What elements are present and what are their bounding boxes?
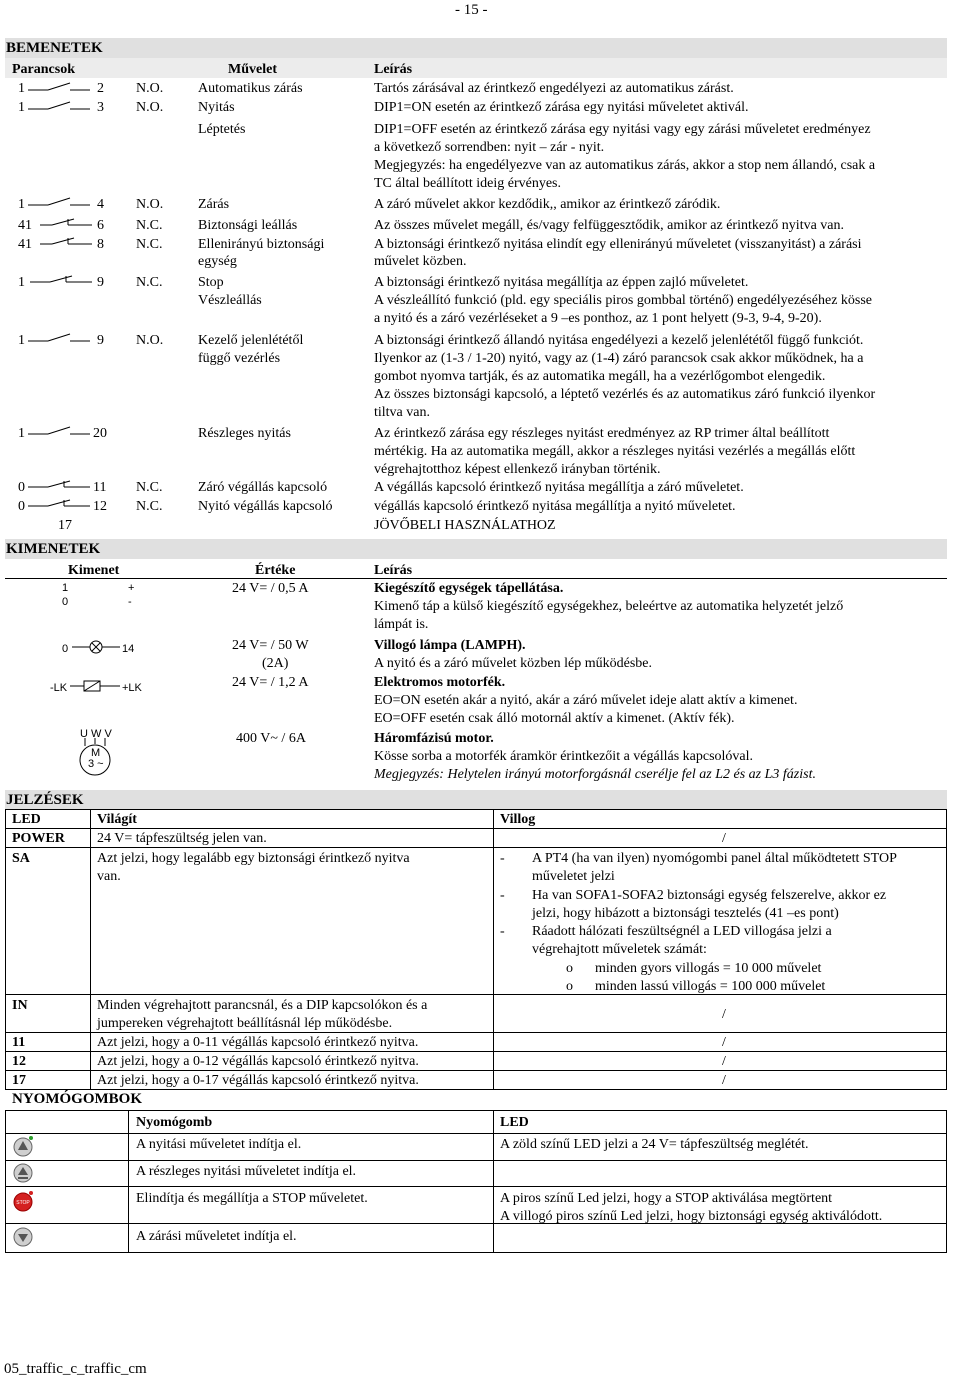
output-description: A nyitó és a záró művelet közben lép működésbe.	[374, 656, 652, 671]
inputs-header-operation: Művelet	[228, 62, 277, 77]
no-contact-icon	[28, 97, 90, 113]
button-description: Elindítja és megállítja a STOP műveletet.	[136, 1191, 368, 1206]
term-a: 1	[18, 426, 25, 441]
led-blink-text: /	[722, 1073, 726, 1088]
grid-line	[5, 809, 6, 1090]
output-note: Megjegyzés: Helytelen irányú motorforgásnál cserélje fel az L2 és az L3 fázist.	[374, 767, 816, 782]
operation: egység	[198, 254, 237, 269]
term-b: 9	[97, 275, 104, 290]
led-blink-text: végrehajtott műveletek számát:	[532, 942, 707, 957]
operation: függő vezérlés	[198, 351, 281, 366]
signals-title: JELZÉSEK	[6, 792, 84, 808]
button-description: A nyitási műveletet indítja el.	[136, 1137, 302, 1152]
description: DIP1=OFF esetén az érintkező zárása egy nyitási vagy egy zárási műveletet eredményez	[374, 122, 871, 137]
contact-type: N.C.	[136, 275, 163, 290]
nc-contact-icon	[40, 213, 92, 229]
led-blink-text: műveletet jelzi	[532, 869, 615, 884]
description: A záró művelet akkor kezdődik,, amikor az érintkező záródik.	[374, 197, 721, 212]
operation: Automatikus zárás	[198, 81, 303, 96]
output-value: (2A)	[262, 656, 289, 671]
contact-type: N.O.	[136, 197, 164, 212]
grid-line	[5, 1186, 947, 1187]
led-blink-text: Ráadott hálózati feszültségnél a LED villogása jelzi a	[532, 924, 832, 939]
output-value: 24 V= / 50 W	[232, 638, 309, 653]
term-b: 3	[97, 100, 104, 115]
button-description: A zárási műveletet indítja el.	[136, 1229, 297, 1244]
led-blink-text: /	[722, 1035, 726, 1050]
led-on-text: Azt jelzi, hogy a 0-17 végállás kapcsoló érintkező nyitva.	[97, 1073, 419, 1088]
buttons-header-button: Nyomógomb	[136, 1115, 213, 1130]
description: a következő sorrendben: nyit – zár - nyit.	[374, 140, 605, 155]
description: Tartós zárásával az érintkező engedélyezi az automatikus zárást.	[374, 81, 734, 96]
partial-open-button-icon	[12, 1162, 34, 1184]
grid-line	[5, 809, 947, 810]
contact-type: N.C.	[136, 218, 163, 233]
nc-contact-icon	[28, 494, 90, 510]
term-b: 11	[93, 480, 107, 495]
terminal-label: -	[128, 596, 132, 608]
close-button-icon	[12, 1226, 34, 1248]
operation: Stop	[198, 275, 224, 290]
list-dash: -	[500, 851, 505, 866]
output-title: Kiegészítő egységek tápellátása.	[374, 581, 564, 596]
output-title: Villogó lámpa (LAMPH).	[374, 638, 526, 653]
description: a nyitó és a záró vezérléseket a 9 –es ponthoz, az 1 pont helyett (9-3, 9-4, 9-20).	[374, 311, 822, 326]
led-name: 11	[12, 1035, 26, 1050]
term-a: 1	[18, 197, 25, 212]
no-contact-icon	[28, 422, 90, 438]
term-b: 4	[97, 197, 104, 212]
operation: Ellenirányú biztonsági	[198, 237, 325, 252]
description: TC által beállított ideig érvényes.	[374, 176, 561, 191]
signals-title-band	[5, 790, 947, 810]
grid-line	[5, 828, 947, 829]
contact-type: N.C.	[136, 480, 163, 495]
button-led-description: A piros színű Led jelzi, hogy a STOP aktiválása megtörtent	[500, 1191, 833, 1206]
no-contact-icon	[28, 329, 90, 345]
grid-line	[5, 1110, 947, 1111]
inputs-header-commands: Parancsok	[12, 62, 75, 77]
led-name: POWER	[12, 831, 65, 846]
grid-line	[5, 1110, 6, 1253]
motor-label: M	[91, 747, 101, 759]
description: művelet közben.	[374, 254, 467, 269]
inputs-header-description: Leírás	[374, 62, 413, 77]
description: mértékig. Ha az automatika megáll, akkor a részleges nyitási vezérlés a megállás előtt	[374, 444, 856, 459]
term-b: 12	[93, 499, 107, 514]
grid-line	[493, 1110, 494, 1253]
term-a: 41	[18, 218, 32, 233]
term-a: 1	[18, 81, 25, 96]
signals-header-on: Világít	[97, 812, 137, 827]
terminal-label: +LK	[122, 682, 142, 694]
led-blink-text: A PT4 (ha van ilyen) nyomógombi panel által működtetett STOP	[532, 851, 897, 866]
contact-type: N.C.	[136, 499, 163, 514]
footer: 05_traffic_c_traffic_cm	[4, 1361, 147, 1377]
term-b: 20	[93, 426, 107, 441]
description: Ilyenkor az (1-3 / 1-20) nyitó, vagy az (1-4) záró parancsok csak akkor működnek, ha a	[374, 351, 864, 366]
led-name: 17	[12, 1073, 26, 1088]
description: Megjegyzés: ha engedélyezve van az automatikus zárás, akkor a stop nem állandó, csak a	[374, 158, 876, 173]
buttons-title: NYOMÓGOMBOK	[12, 1091, 142, 1107]
description: JÖVŐBELI HASZNÁLATHOZ	[374, 518, 556, 533]
motor-phase-label: 3 ~	[88, 758, 104, 770]
output-description: Kimenő táp a külső kiegészítő egységekhez, beleértve az automatika helyzetét jelző	[374, 599, 844, 614]
term-b: 9	[97, 333, 104, 348]
description: DIP1=ON esetén az érintkező zárása egy nyitási műveletet aktivál.	[374, 100, 749, 115]
terminal-label: +	[128, 582, 135, 594]
stop-button-icon	[12, 1190, 34, 1212]
led-on-text: Azt jelzi, hogy a 0-12 végállás kapcsoló érintkező nyitva.	[97, 1054, 419, 1069]
page-number: - 15 -	[455, 2, 488, 18]
operation: Nyitás	[198, 100, 235, 115]
nc-contact-icon	[40, 232, 92, 248]
term-a: 41	[18, 237, 32, 252]
outputs-header-value: Értéke	[255, 563, 296, 578]
grid-line	[5, 1133, 947, 1134]
description: végrehajtotthoz képest ellenkező irányban történik.	[374, 462, 661, 477]
button-description: A részleges nyitási műveletet indítja el.	[136, 1164, 357, 1179]
led-on-text: Azt jelzi, hogy a 0-11 végállás kapcsoló érintkező nyitva.	[97, 1035, 419, 1050]
list-dash: -	[500, 924, 505, 939]
description: gombot nyomva tartják, és az automatika megáll, ha a vezérlőgombot elengedik.	[374, 369, 826, 384]
button-led-description: A villogó piros színű Led jelzi, hogy biztonsági egység aktiválódott.	[500, 1209, 883, 1224]
description: Az érintkező zárása egy részleges nyitást eredményez az RP trimer által beállított	[374, 426, 830, 441]
grid-line	[5, 1252, 947, 1253]
grid-line	[90, 809, 91, 1090]
led-blink-text: Ha van SOFA1-SOFA2 biztonsági egység felszerelve, akkor ez	[532, 888, 887, 903]
nc-contact-icon	[30, 270, 92, 286]
grid-line	[5, 1160, 947, 1161]
operation: Léptetés	[198, 122, 246, 137]
inputs-title-band	[5, 38, 947, 58]
term-a: 0	[18, 480, 25, 495]
outputs-title: KIMENETEK	[6, 541, 101, 557]
terminal-label: 0	[62, 643, 69, 655]
grid-line	[5, 1089, 947, 1090]
open-button-icon	[12, 1135, 34, 1157]
grid-line	[5, 1032, 947, 1033]
term-b: 8	[97, 237, 104, 252]
nc-contact-icon	[28, 475, 90, 491]
outputs-header-output: Kimenet	[68, 563, 120, 578]
led-blink-text: minden gyors villogás = 10 000 művelet	[595, 961, 822, 976]
operation: Kezelő jelenlététől	[198, 333, 304, 348]
lamp-icon	[72, 637, 122, 655]
description: Az összes biztonsági kapcsoló, a léptető vezérlés és az automatikus záró funkció ilyenkor	[374, 387, 876, 402]
no-contact-icon	[28, 78, 90, 94]
description: A végállás kapcsoló érintkező nyitása megállítja a záró műveletet.	[374, 480, 744, 495]
led-on-text: van.	[97, 869, 121, 884]
list-bullet: o	[566, 961, 573, 976]
contact-type: N.C.	[136, 237, 163, 252]
led-blink-text: /	[722, 1007, 726, 1022]
term-b: 17	[58, 518, 72, 533]
term-a: 1	[18, 333, 25, 348]
inputs-title: BEMENETEK	[6, 40, 103, 56]
led-blink-text: minden lassú villogás = 100 000 művelet	[595, 979, 826, 994]
terminal-label: 14	[122, 643, 135, 655]
term-a: 0	[18, 499, 25, 514]
led-blink-text: /	[722, 1054, 726, 1069]
led-name: SA	[12, 851, 30, 866]
contact-type: N.O.	[136, 333, 164, 348]
operation: Nyitó végállás kapcsoló	[198, 499, 333, 514]
led-on-text: Azt jelzi, hogy legalább egy biztonsági érintkező nyitva	[97, 851, 410, 866]
description: A biztonsági érintkező nyitása megállítja az éppen zajló műveletet.	[374, 275, 749, 290]
grid-line	[5, 847, 947, 848]
term-a: 1	[18, 275, 25, 290]
terminal-label: 0	[62, 596, 69, 608]
description: A biztonsági érintkező nyitása elindít egy ellenirányú műveletet (visszanyitást) a zárási	[374, 237, 862, 252]
description: Az összes művelet megáll, és/vagy felfüggesztődik, amikor az érintkező nyitva van.	[374, 218, 845, 233]
led-name: 12	[12, 1054, 26, 1069]
grid-line	[493, 809, 494, 1090]
description: A vészleállító funkció (pld. egy speciális piros gombbal történő) engedélyezéséhez kösse	[374, 293, 873, 308]
description: végállás kapcsoló érintkező nyitása megállítja a nyitó műveletet.	[374, 499, 736, 514]
stop-icon-label: STOP	[16, 1200, 30, 1206]
description: A biztonsági érintkező állandó nyitása engedélyezi a kezelő jelenlététől függő funkciót.	[374, 333, 864, 348]
output-description: EO=ON esetén akár a nyitó, akár a záró művelet ideje alatt aktív a kimenet.	[374, 693, 798, 708]
led-on-text: 24 V= tápfeszültség jelen van.	[97, 831, 267, 846]
led-name: IN	[12, 998, 28, 1013]
terminal-label: 1	[62, 582, 69, 594]
grid-line	[946, 1110, 947, 1253]
output-value: 24 V= / 1,2 A	[232, 675, 309, 690]
outputs-title-band	[5, 539, 947, 559]
led-blink-text: jelzi, hogy hibázott a biztonsági tesztelés (41 –es pont)	[532, 906, 839, 921]
buttons-header-led: LED	[500, 1115, 529, 1130]
list-dash: -	[500, 888, 505, 903]
led-blink-text: /	[722, 831, 726, 846]
signals-header-led: LED	[12, 812, 41, 827]
term-b: 6	[97, 218, 104, 233]
inputs-header-band	[5, 58, 947, 78]
grid-line	[5, 1070, 947, 1071]
operation: Részleges nyitás	[198, 426, 291, 441]
no-contact-icon	[28, 193, 90, 209]
description: tiltva van.	[374, 405, 430, 420]
output-title: Háromfázisú motor.	[374, 731, 494, 746]
button-led-description: A zöld színű LED jelzi a 24 V= tápfeszültség meglétét.	[500, 1137, 809, 1152]
term-b: 2	[97, 81, 104, 96]
operation: Biztonsági leállás	[198, 218, 298, 233]
grid-line	[128, 1110, 129, 1253]
contact-type: N.O.	[136, 100, 164, 115]
outputs-header-description: Leírás	[374, 563, 413, 578]
output-value: 400 V~ / 6A	[236, 731, 306, 746]
brake-icon	[70, 676, 122, 694]
terminal-label: -LK	[50, 682, 68, 694]
operation: Záró végállás kapcsoló	[198, 480, 328, 495]
terminal-label: U W V	[80, 728, 112, 740]
grid-line	[5, 1051, 947, 1052]
signals-header-blink: Villog	[500, 812, 536, 827]
output-description: EO=OFF esetén csak álló motornál aktív a kimenet. (Aktív fék).	[374, 711, 735, 726]
led-on-text: Minden végrehajtott parancsnál, és a DIP kapcsolókon és a	[97, 998, 428, 1013]
output-description: Kösse sorba a motorfék áramkör érintkezőit a végállás kapcsolóval.	[374, 749, 754, 764]
operation: Vészleállás	[198, 293, 262, 308]
contact-type: N.O.	[136, 81, 164, 96]
operation: Zárás	[198, 197, 230, 212]
led-on-text: jumpereken végrehajtott beállításnál lép működésbe.	[97, 1016, 393, 1031]
outputs-header-underline	[5, 578, 947, 579]
output-value: 24 V= / 0,5 A	[232, 581, 309, 596]
output-title: Elektromos motorfék.	[374, 675, 506, 690]
term-a: 1	[18, 100, 25, 115]
grid-line	[946, 809, 947, 1090]
output-description: lámpát is.	[374, 617, 429, 632]
list-bullet: o	[566, 979, 573, 994]
